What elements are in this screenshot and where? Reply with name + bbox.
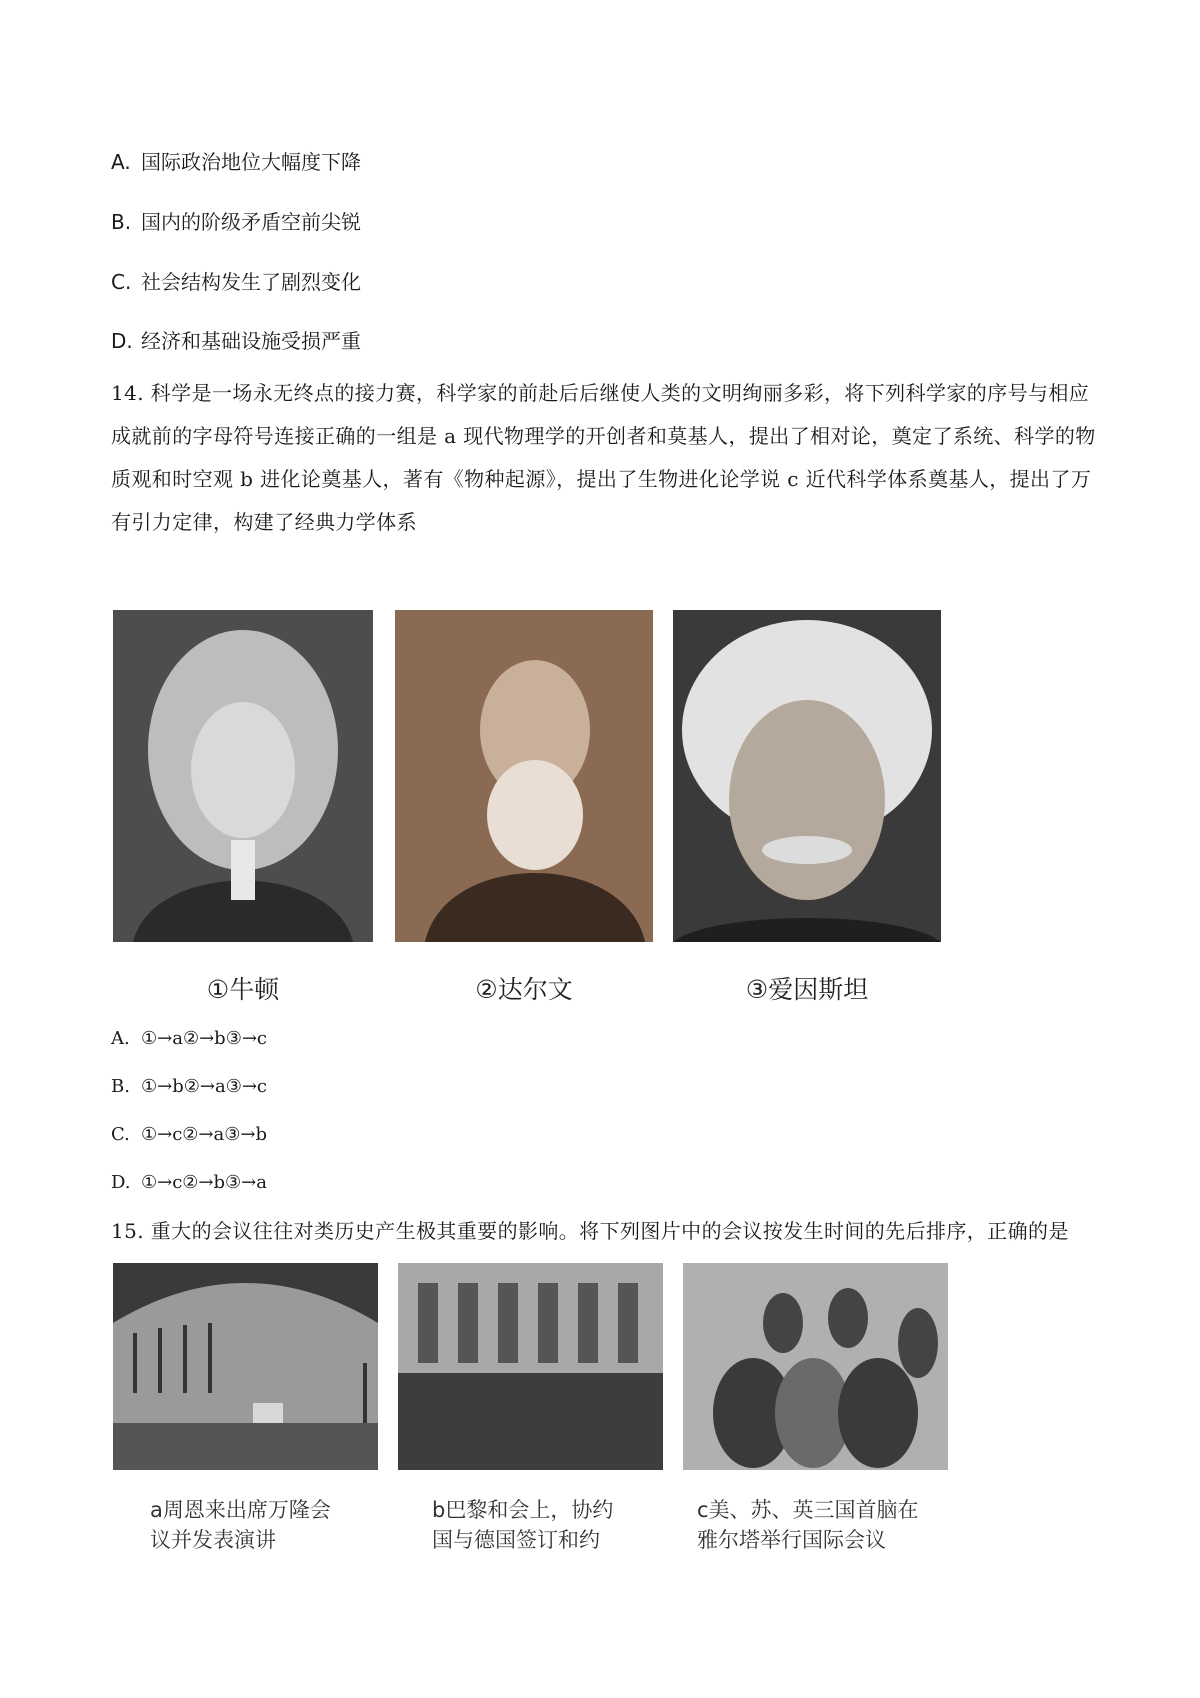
portrait-newton bbox=[113, 610, 373, 942]
q14-option-c: C. ①→c②→a③→b bbox=[111, 1124, 267, 1145]
portrait-darwin bbox=[395, 610, 653, 942]
photo-paris-peace-conference bbox=[398, 1263, 663, 1470]
caption-bandung: a周恩来出席万隆会 议并发表演讲 bbox=[150, 1498, 331, 1552]
caption-paris: b巴黎和会上，协约 国与德国签订和约 bbox=[432, 1498, 614, 1552]
prev-option-c: C. 社会结构发生了剧烈变化 bbox=[111, 270, 361, 294]
q14-option-a: A. ①→a②→b③→c bbox=[111, 1028, 267, 1049]
caption-darwin: ②达尔文 bbox=[475, 975, 573, 1004]
caption-yalta: c美、苏、英三国首脑在 雅尔塔举行国际会议 bbox=[697, 1498, 919, 1552]
question-14-stem: 14. 科学是一场永无终点的接力赛，科学家的前赴后后继使人类的文明绚丽多彩，将下列科学家的序号与相应成就前的字母符号连接正确的一组是 a 现代物理学的开创者和莫基人，提出了相对论，奠定了系统、科学的物质观和时空观 b 进化论奠基人，著有《物种起源》，提出了生物进化论学说 c 近代科学体系奠基人，提出了万有引力定律，构建了经典力学体系 bbox=[111, 381, 1096, 534]
question-15-stem: 15. 重大的会议往往对类历史产生极其重要的影响。将下列图片中的会议按发生时间的先后排序，正确的是 bbox=[111, 1219, 1069, 1243]
caption-einstein: ③爱因斯坦 bbox=[745, 975, 869, 1004]
portrait-einstein bbox=[673, 610, 941, 942]
q14-option-b: B. ①→b②→a③→c bbox=[111, 1076, 267, 1097]
prev-option-a: A. 国际政治地位大幅度下降 bbox=[111, 150, 361, 174]
photo-bandung-conference bbox=[113, 1263, 378, 1470]
prev-option-d: D. 经济和基础设施受损严重 bbox=[111, 329, 361, 353]
prev-option-b: B. 国内的阶级矛盾空前尖锐 bbox=[111, 210, 361, 234]
q14-option-d: D. ①→c②→b③→a bbox=[111, 1172, 267, 1193]
caption-newton: ①牛顿 bbox=[206, 975, 280, 1004]
photo-yalta-conference bbox=[683, 1263, 948, 1470]
